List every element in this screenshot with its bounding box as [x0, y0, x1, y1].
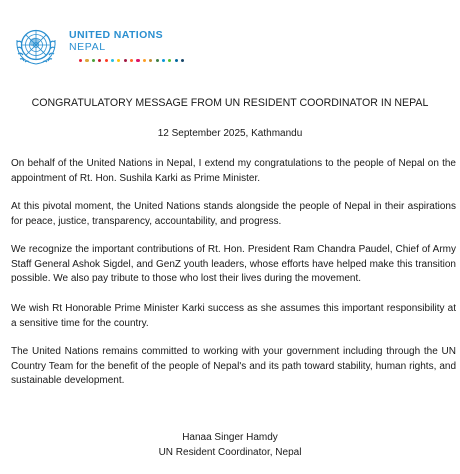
sdg-dot — [79, 59, 82, 62]
sdg-dot — [143, 59, 146, 62]
sdg-dot — [136, 59, 139, 62]
sdg-dot — [149, 59, 152, 62]
document-title: CONGRATULATORY MESSAGE FROM UN RESIDENT COORDINATOR IN NEPAL — [31, 97, 429, 109]
org-wordmark — [69, 29, 184, 62]
sdg-dot — [111, 59, 114, 62]
org-name: UNITED NATIONS — [69, 29, 164, 41]
org-subtitle: NEPAL — [69, 41, 106, 53]
sdg-dot — [85, 59, 88, 62]
sdg-dot — [168, 59, 171, 62]
sdg-dot — [98, 59, 101, 62]
document-date: 12 September 2025, Kathmandu — [157, 128, 303, 139]
signatory-name: Hanaa Singer Hamdy — [182, 432, 278, 443]
paragraph-5: The United Nations remains committed to working with your government including through the UN Country Team for the benefit of the people of Nepal's and its path toward stability, human rights, and sustainable development. — [11, 346, 456, 386]
paragraph-3: We recognize the important contributions of Rt. Hon. President Ram Chandra Paudel, Chief of Army Staff General Ashok Sigdel, and GenZ youth leaders, whose efforts have helped make this transition possible. We also pay tribute to those who lost their lives during the movement. — [11, 244, 456, 284]
signatory-title: UN Resident Coordinator, Nepal — [158, 447, 302, 458]
sdg-dot — [92, 59, 95, 62]
sdg-dot — [105, 59, 108, 62]
sdg-dot — [130, 59, 133, 62]
sdg-dot — [156, 59, 159, 62]
sdg-dot — [117, 59, 120, 62]
sdg-color-dots — [79, 59, 184, 62]
paragraph-2: At this pivotal moment, the United Nations stands alongside the people of Nepal in their aspirations for peace, justice, transparency, accountability, and progress. — [11, 201, 456, 227]
sdg-dot — [175, 59, 178, 62]
un-emblem-icon — [12, 24, 60, 68]
paragraph-4: We wish Rt Honorable Prime Minister Karki success as she assumes this important responsibility at a sensitive time for the country. — [11, 303, 456, 329]
sdg-dot — [162, 59, 165, 62]
paragraph-1: On behalf of the United Nations in Nepal, I extend my congratulations to the people of Nepal on the appointment of Rt. Hon. Sushila Karki as Prime Minister. — [11, 158, 456, 184]
sdg-dot — [124, 59, 127, 62]
sdg-dot — [181, 59, 184, 62]
